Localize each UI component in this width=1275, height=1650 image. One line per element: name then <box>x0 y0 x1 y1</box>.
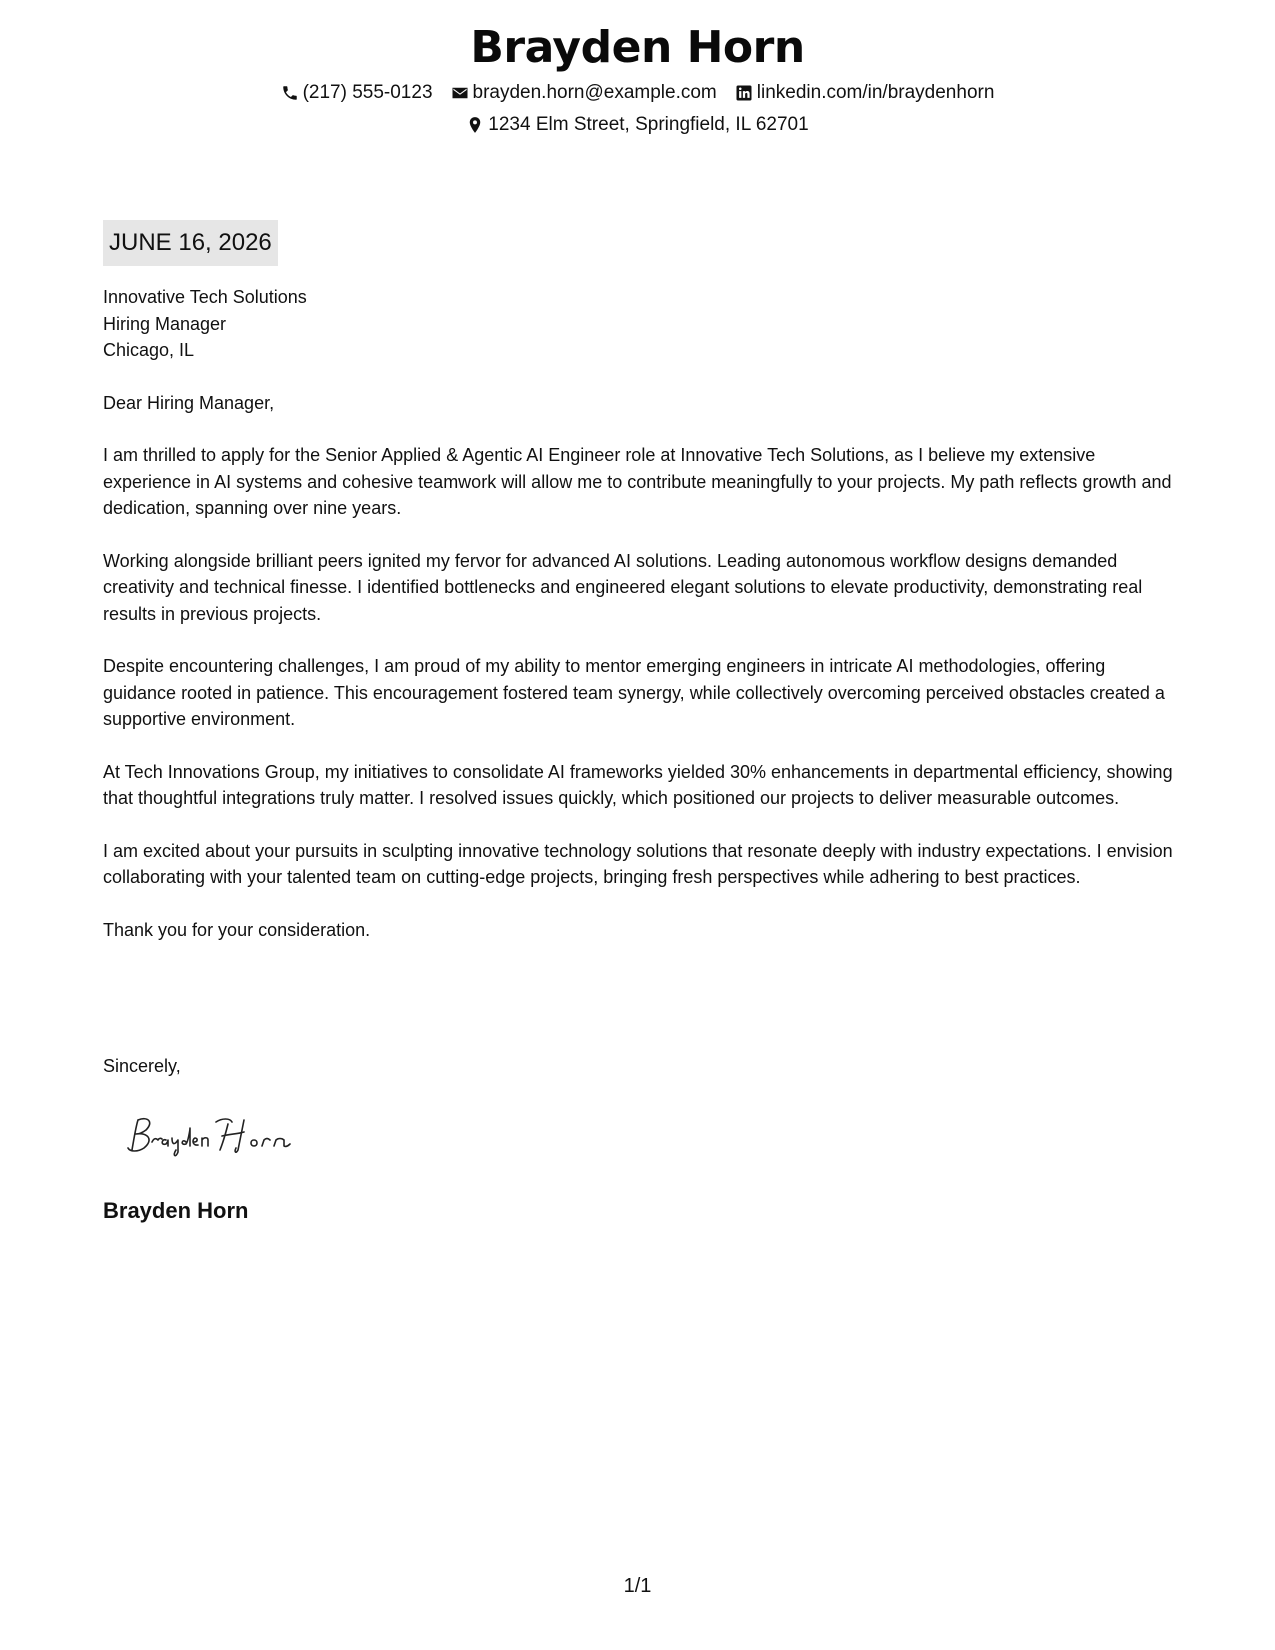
letter-header <box>0 20 1275 138</box>
recipient-block <box>103 284 1183 364</box>
contact-address <box>466 112 808 138</box>
paragraph-2: Working alongside brilliant peers ignited my fervor for advanced AI solutions. Leading autonomous workflow designs demanded creativity and technical finesse. I identified bottlenecks and engineered elegant solutions to elevate productivity, demonstrating real results in previous projects. <box>103 550 1143 624</box>
closing: Sincerely, <box>103 1056 181 1076</box>
envelope-icon <box>451 84 469 102</box>
recipient-title: Hiring Manager <box>103 313 227 334</box>
paragraph-thanks: Thank you for your consideration. <box>103 919 371 940</box>
salutation: Dear Hiring Manager, <box>103 392 275 413</box>
linkedin-link[interactable]: linkedin.com/in/braydenhorn <box>756 82 995 103</box>
paragraph-5: I am excited about your pursuits in sculpting innovative technology solutions that resonate deeply with industry expectations. I envision collaborating with your talented team on cutting-edge projects, bringing fresh perspectives while adhering to best practices. <box>103 840 1173 887</box>
recipient-company: Innovative Tech Solutions <box>103 287 307 307</box>
recipient-location: Chicago, IL <box>103 340 195 360</box>
address-row <box>0 112 1275 138</box>
signer-name: Brayden Horn <box>103 1198 249 1223</box>
map-pin-icon <box>466 116 484 134</box>
letter-date: JUNE 16, 2026 <box>103 220 278 266</box>
signature-graphic <box>118 1108 358 1168</box>
contact-row <box>0 80 1275 106</box>
linkedin-icon <box>735 84 753 102</box>
contact-phone <box>281 80 433 106</box>
paragraph-1: I am thrilled to apply for the Senior Applied & Agentic AI Engineer role at Innovative Tech Solutions, as I believe my extensive experience in AI systems and cohesive teamwork will allow me to contribute meaningfully to your projects. My path reflects growth and dedication, spanning over nine years. <box>103 445 1172 518</box>
phone-icon <box>281 84 299 102</box>
applicant-name: Brayden Horn <box>470 22 805 73</box>
address-text: 1234 Elm Street, Springfield, IL 62701 <box>488 114 809 135</box>
handwritten-signature <box>118 1108 358 1168</box>
contact-linkedin <box>735 80 995 106</box>
email-link[interactable]: brayden.horn@example.com <box>472 82 717 103</box>
contact-email <box>451 80 717 106</box>
letter-body <box>103 284 1183 943</box>
paragraph-4: At Tech Innovations Group, my initiatives to consolidate AI frameworks yielded 30% enhancements in departmental efficiency, showing that thoughtful integrations truly matter. I resolved issues quickly, which positioned our projects to deliver measurable outcomes. <box>103 761 1173 808</box>
paragraph-3: Despite encountering challenges, I am proud of my ability to mentor emerging engineers in intricate AI methodologies, offering guidance rooted in patience. This encouragement fostered team synergy, while collectively overcoming perceived obstacles created a supportive environment. <box>103 656 1165 729</box>
page-number: 1/1 <box>623 1575 652 1597</box>
phone-text: (217) 555-0123 <box>302 82 433 103</box>
